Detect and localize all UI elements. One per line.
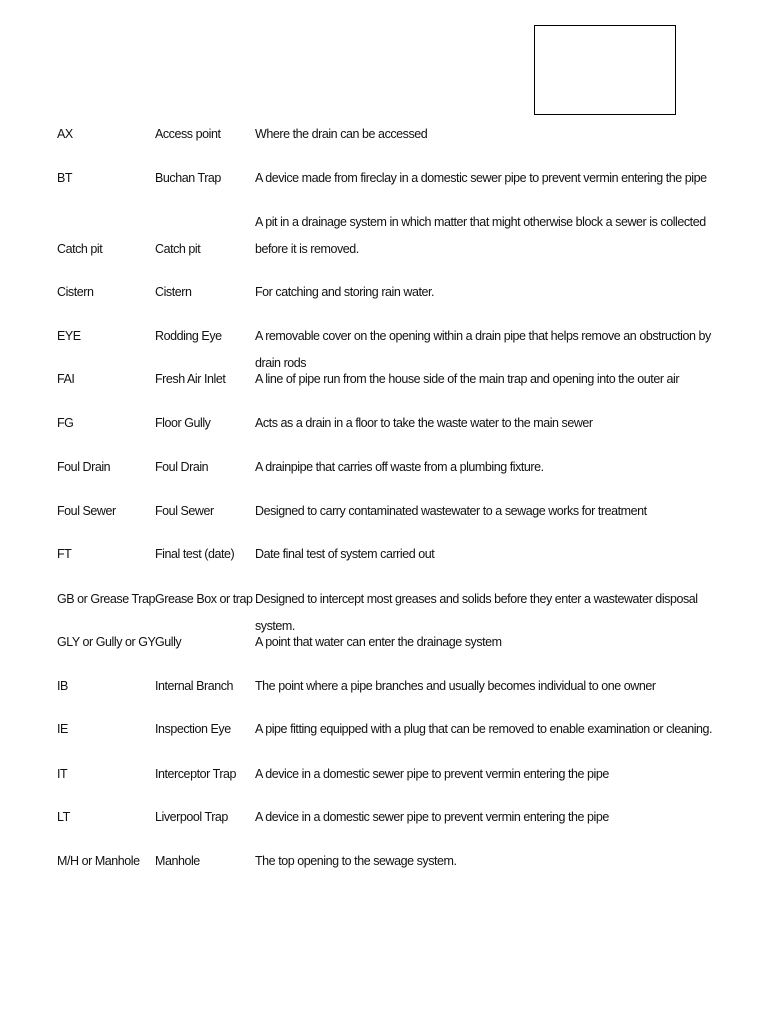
glossary-row [0,215,768,266]
row-description: Where the drain can be accessed [255,127,428,141]
glossary-row [0,279,768,309]
row-abbreviation: FAI [57,372,75,386]
row-description: For catching and storing rain water. [255,285,435,299]
row-term: Catch pit [155,242,201,256]
row-term: Floor Gully [155,416,211,430]
row-term: Inspection Eye [155,722,231,736]
row-term: Liverpool Trap [155,810,228,824]
row-abbreviation: Foul Sewer [57,504,116,518]
row-abbreviation: FT [57,547,72,561]
row-term: Fresh Air Inlet [155,372,226,386]
row-description: Designed to intercept most greases and solids before they enter a wastewater disposal system. [255,592,698,633]
row-term: Cistern [155,285,192,299]
row-term: Manhole [155,854,200,868]
row-description: A point that water can enter the drainage system [255,635,502,649]
glossary-row [0,410,768,440]
glossary-row [0,586,768,633]
row-abbreviation: FG [57,416,74,430]
glossary-row [0,629,768,659]
row-description: A device in a domestic sewer pipe to prevent vermin entering the pipe [255,767,609,781]
glossary-row [0,454,768,484]
glossary-row [0,165,768,195]
row-description: A pit in a drainage system in which matter that might otherwise block a sewer is collected before it is removed. [255,215,706,256]
glossary-row [0,323,768,370]
row-abbreviation: Foul Drain [57,460,111,474]
row-description: Date final test of system carried out [255,547,435,561]
row-abbreviation: AX [57,127,73,141]
row-abbreviation: LT [57,810,70,824]
row-term: Foul Sewer [155,504,214,518]
row-abbreviation: Catch pit [57,242,103,256]
row-description: A pipe fitting equipped with a plug that can be removed to enable examination or cleaning. [255,722,713,736]
glossary-row [0,121,768,151]
row-abbreviation: BT [57,171,73,185]
glossary-row [0,366,768,396]
row-abbreviation: IT [57,767,68,781]
row-abbreviation: Cistern [57,285,94,299]
row-term: Access point [155,127,221,141]
row-abbreviation: EYE [57,329,81,343]
row-abbreviation: IB [57,679,68,693]
row-term: Buchan Trap [155,171,221,185]
row-description: A drainpipe that carries off waste from a plumbing fixture. [255,460,544,474]
row-term: Grease Box or trap [155,592,253,606]
glossary-row [0,498,768,528]
row-description: The top opening to the sewage system. [255,854,457,868]
glossary-row [0,804,768,834]
row-abbreviation: M/H or Manhole [57,854,140,868]
row-term: Final test (date) [155,547,235,561]
glossary-row [0,541,768,571]
row-description: The point where a pipe branches and usually becomes individual to one owner [255,679,656,693]
glossary-row [0,716,768,746]
row-description: Designed to carry contaminated wastewater to a sewage works for treatment [255,504,647,518]
glossary-row [0,761,768,791]
glossary-row [0,848,768,878]
row-description: A device in a domestic sewer pipe to prevent vermin entering the pipe [255,810,609,824]
row-description: A device made from fireclay in a domestic sewer pipe to prevent vermin entering the pipe [255,171,707,185]
row-term: Interceptor Trap [155,767,237,781]
glossary-row [0,673,768,703]
row-abbreviation: IE [57,722,68,736]
row-abbreviation: GLY or Gully or GY [57,635,156,649]
row-description: Acts as a drain in a floor to take the waste water to the main sewer [255,416,593,430]
row-description: A line of pipe run from the house side of the main trap and opening into the outer air [255,372,680,386]
row-description: A removable cover on the opening within a drain pipe that helps remove an obstruction by drain rods [255,329,711,370]
row-term: Internal Branch [155,679,234,693]
row-abbreviation: GB or Grease Trap [57,592,155,606]
row-term: Gully [155,635,182,649]
row-term: Foul Drain [155,460,209,474]
row-term: Rodding Eye [155,329,222,343]
